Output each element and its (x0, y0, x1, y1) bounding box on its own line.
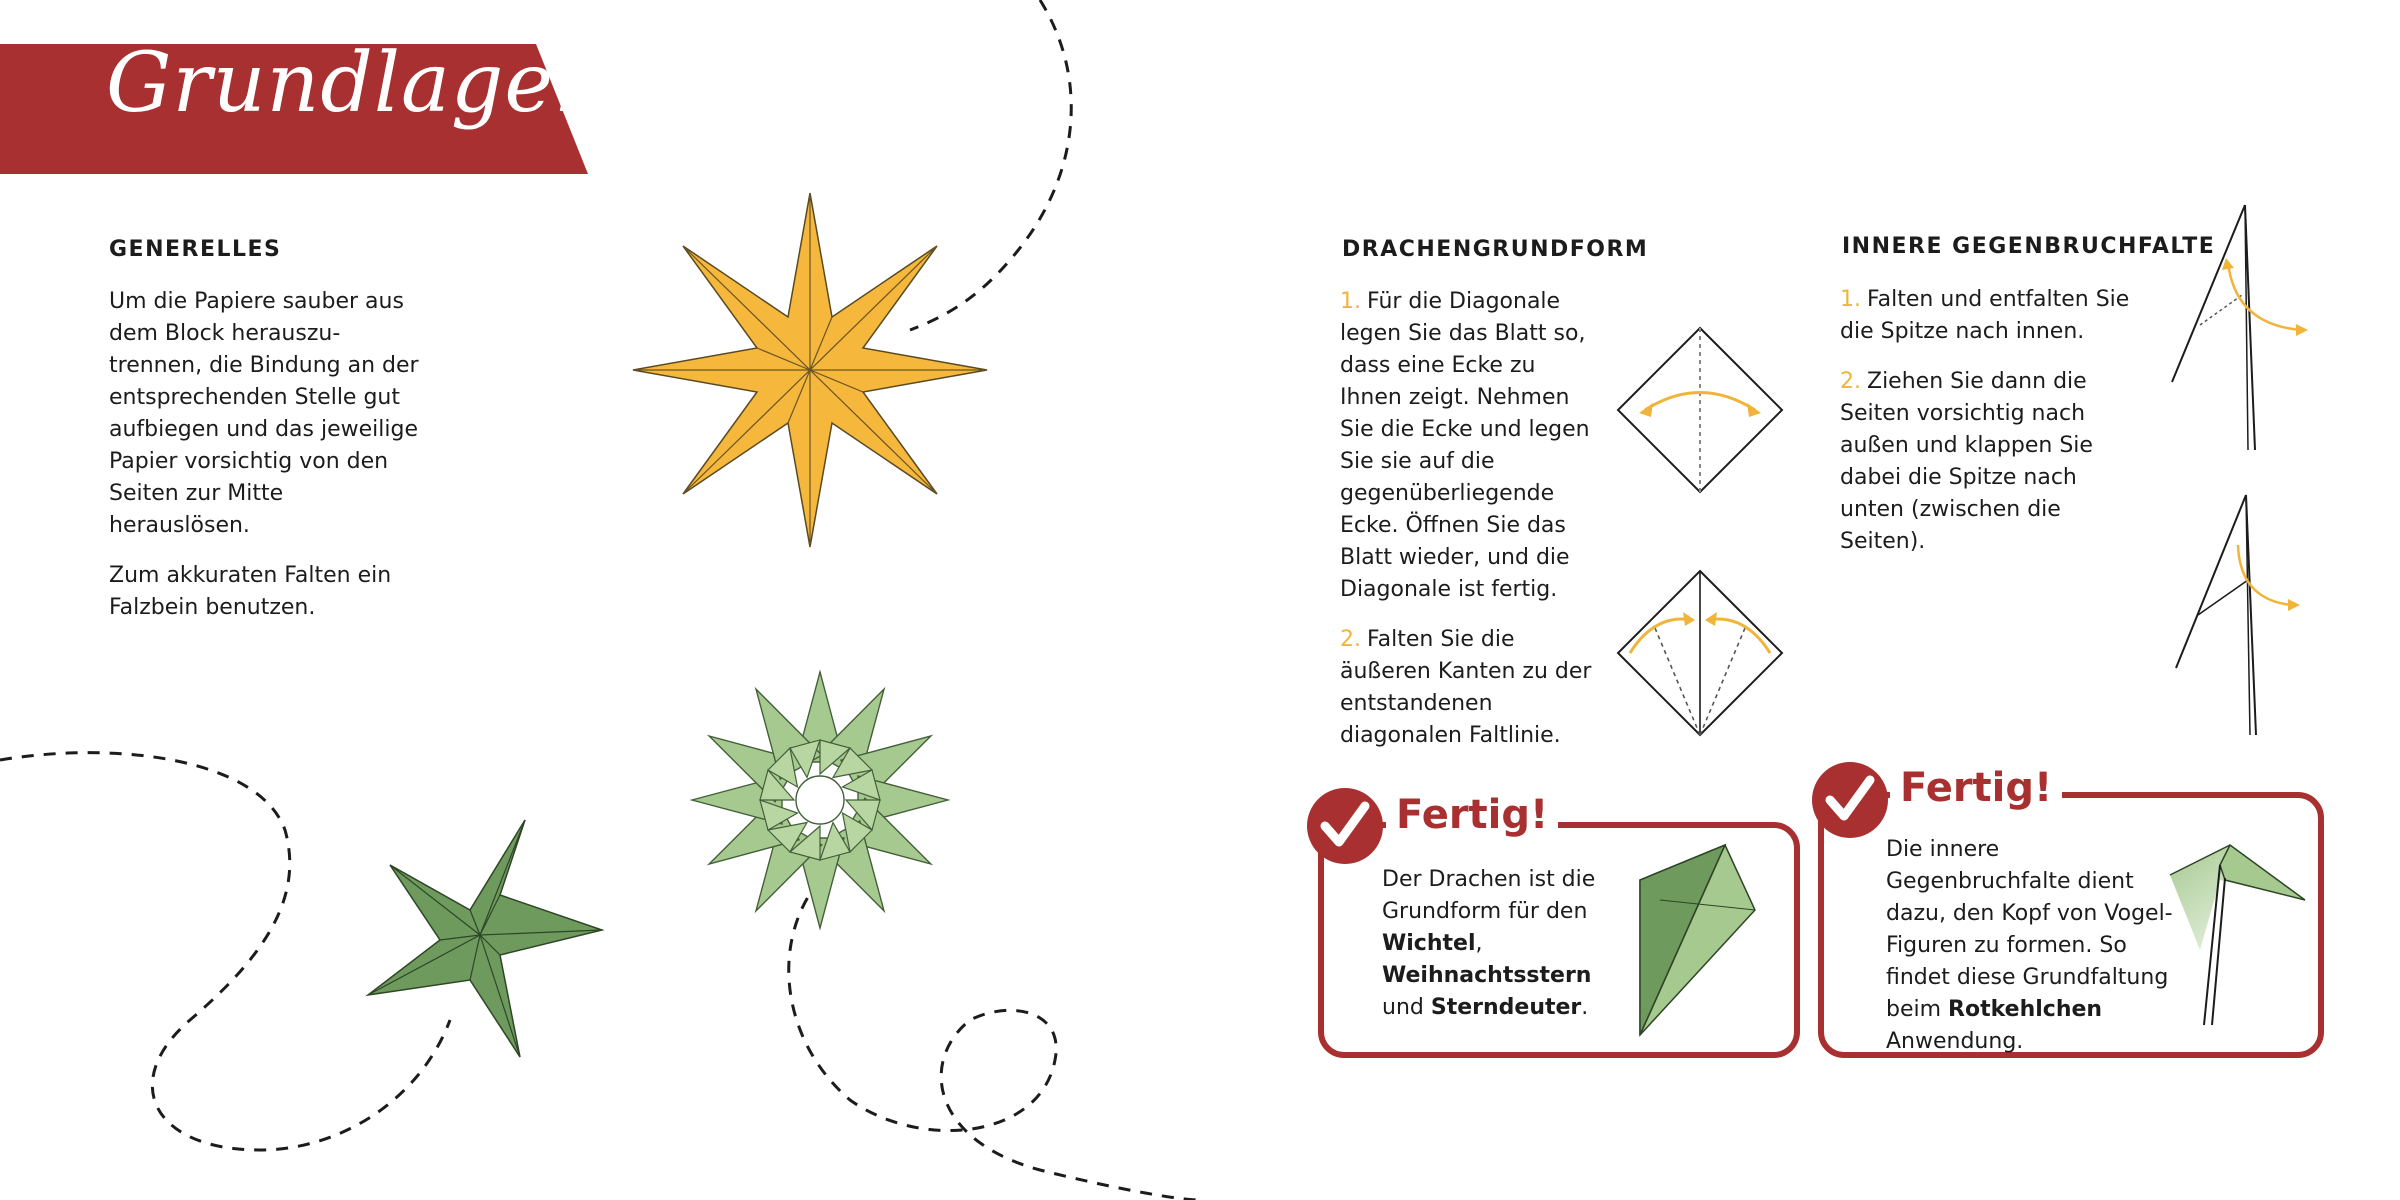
gegenbruch-heading: INNERE GEGENBRUCHFALTE (1842, 234, 2216, 259)
generelles-paragraph-1: Um die Papiere sauber aus dem Block herauszutrennen, die Bindung an der entsprechenden Stelle gut aufbiegen und das jeweilige Papier vorsichtig von den Seiten zur Mitte herauslösen. (109, 289, 419, 538)
step-number: 1. (1840, 287, 1861, 312)
generelles-paragraph-2: Zum akkuraten Falten ein Falzbein benutzen. (109, 563, 392, 620)
fertig-title-2: Fertig! (1890, 765, 2062, 811)
drachen-diagram-1 (1615, 325, 1785, 495)
generelles-heading: GENERELLES (109, 237, 282, 262)
fertig-box-1-text (1382, 864, 1622, 1024)
light-green-star-illustration (685, 665, 955, 935)
box1-bold-1: Wichtel (1382, 931, 1476, 956)
gegenbruch-step-2-text: Ziehen Sie dann die Seiten vorsichtig nach außen und klappen Sie dabei die Spitze nach unten (zwischen die Seiten). (1840, 369, 2093, 554)
generelles-text (109, 286, 419, 642)
step-number: 2. (1340, 627, 1361, 652)
box1-bold-2: Weihnachtsstern (1382, 963, 1592, 988)
box2-text-2: Anwendung. (1886, 1029, 2024, 1054)
box1-text-1: Der Drachen ist die Grundform für den (1382, 867, 1596, 924)
gegenbruch-step-2 (1840, 366, 2140, 558)
gegenbruch-diagram-1 (2160, 200, 2330, 460)
gegenbruch-step-1-text: Falten und entfalten Sie die Spitze nach innen. (1840, 287, 2130, 344)
gegenbruch-steps (1840, 284, 2140, 576)
box1-text-4: . (1581, 995, 1589, 1020)
drachen-diagram-2 (1615, 568, 1785, 738)
box2-bold-1: Rotkehlchen (1948, 997, 2103, 1022)
dark-green-star-illustration (355, 810, 605, 1060)
drachen-step-1 (1340, 286, 1600, 606)
fertig-box-2-text (1886, 834, 2176, 1058)
drachen-heading: DRACHENGRUNDFORM (1342, 237, 1649, 262)
gegenbruch-diagram-2 (2160, 490, 2330, 740)
yellow-star-illustration (620, 185, 1000, 555)
checkmark-icon (1307, 788, 1383, 864)
drachen-steps (1340, 286, 1600, 770)
box1-text-3: und (1382, 995, 1431, 1020)
drachen-step-1-text: Für die Diagonale legen Sie das Blatt so, dass eine Ecke zu Ihnen zeigt. Nehmen Sie die Ecke und legen Sie sie auf die gegenüberliegende Ecke. Öffnen Sie das Blatt wieder, und die Diagonale ist fertig. (1340, 289, 1590, 602)
step-number: 1. (1340, 289, 1361, 314)
box2-text-1: Die innere Gegenbruchfalte dient dazu, den Kopf von Vogel-Figuren zu formen. So findet diese Grundfaltung beim (1886, 837, 2173, 1022)
step-number: 2. (1840, 369, 1861, 394)
drachen-step-2-text: Falten Sie die äußeren Kanten zu der entstandenen diagonalen Faltlinie. (1340, 627, 1592, 748)
drachen-step-2 (1340, 624, 1600, 752)
box1-text-2: , (1475, 931, 1483, 956)
box1-bold-3: Sterndeuter (1430, 995, 1582, 1020)
gegenbruch-step-1 (1840, 284, 2140, 348)
bird-head-illustration (2160, 840, 2310, 1030)
page-title: Grundlagen (106, 36, 608, 131)
kite-illustration (1630, 840, 1760, 1040)
checkmark-icon (1812, 762, 1888, 838)
fertig-title-1: Fertig! (1386, 792, 1558, 838)
